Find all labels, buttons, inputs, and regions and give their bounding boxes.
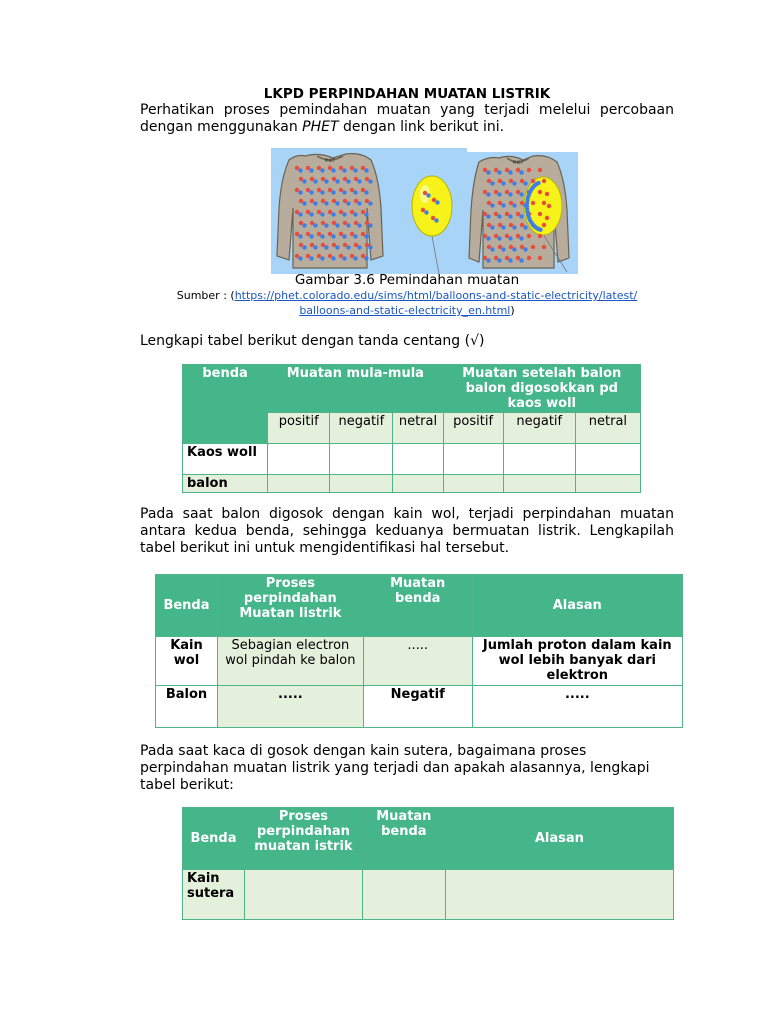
right-sweater-charge-negative <box>497 258 501 262</box>
left-sweater-charge-negative <box>357 179 361 183</box>
paragraph-2: Pada saat balon digosok dengan kain wol, terjadi perpindahan muatan antara kedua benda, sehingga keduanya bermuatan listrik. Lengkapilah tabel berikut ini untuk mengidentifikasi hal tersebut. <box>140 506 674 556</box>
right-sweater-charge-positive <box>542 245 546 249</box>
right-sweater-charge-negative <box>486 258 490 262</box>
cell-proses[interactable] <box>244 870 362 920</box>
left-sweater-charge-negative <box>357 245 361 249</box>
right-sweater-charge-positive <box>538 256 542 260</box>
left-sweater-charge-negative <box>346 179 350 183</box>
left-sweater-charge-negative <box>353 190 357 194</box>
cell[interactable] <box>268 475 330 493</box>
sub-netral-2: netral <box>575 413 640 444</box>
cell[interactable] <box>268 444 330 475</box>
charge-table <box>182 364 641 493</box>
col-benda: benda <box>183 365 268 444</box>
left-sweater-charge-negative <box>346 201 350 205</box>
left-sweater-charge-negative <box>298 234 302 238</box>
table-row <box>156 637 683 686</box>
row-label-kain-sutera: Kain sutera <box>183 870 245 920</box>
left-sweater-charge-negative <box>309 168 313 172</box>
figure-image <box>271 148 578 274</box>
left-sweater-charge-negative <box>302 223 306 227</box>
right-sweater-label: PHET <box>512 160 524 165</box>
right-sweater-charge-negative <box>486 192 490 196</box>
right-sweater-charge-negative <box>508 170 512 174</box>
header-benda: Benda <box>183 808 245 870</box>
left-sweater-charge-negative <box>368 201 372 205</box>
right-sweater-charge-positive <box>542 201 546 205</box>
header-benda: Benda <box>156 575 218 637</box>
cell-muatan[interactable] <box>362 870 445 920</box>
balloon-sweater-illustration <box>271 148 578 274</box>
right-sweater-charge-positive <box>527 234 531 238</box>
left-sweater-charge-negative <box>309 234 313 238</box>
cell-muatan[interactable]: ..... <box>363 637 472 686</box>
right-sweater-charge-positive <box>538 190 542 194</box>
cell[interactable] <box>443 475 503 493</box>
left-sweater-charge-negative <box>364 256 368 260</box>
right-sweater-charge-negative <box>512 225 516 229</box>
left-balloon-charge-negative <box>424 210 428 214</box>
right-sweater-charge-negative <box>501 225 505 229</box>
right-balloon-charge-negative <box>536 181 540 185</box>
source-link-line2[interactable]: balloons-and-static-electricity_en.html <box>299 304 511 317</box>
right-sweater-charge-positive <box>542 179 546 183</box>
right-sweater-charge-negative <box>501 181 505 185</box>
right-sweater-charge-negative <box>497 214 501 218</box>
left-sweater-charge-negative <box>364 234 368 238</box>
left-sweater-charge-negative <box>313 245 317 249</box>
cell[interactable] <box>330 444 393 475</box>
cell[interactable] <box>443 444 503 475</box>
intro-text-before: Perhatikan proses pemindahan muatan yang terjadi melelui percobaan dengan menggunakan <box>140 102 674 135</box>
left-sweater-charge-negative <box>302 245 306 249</box>
col-muatan-mula: Muatan mula-mula <box>268 365 443 413</box>
right-balloon-charge-positive <box>545 216 549 220</box>
header-proses: Proses perpindahan muatan istrik <box>244 808 362 870</box>
left-sweater-charge-negative <box>368 245 372 249</box>
left-sweater-charge-negative <box>320 234 324 238</box>
left-sweater-charge-negative <box>346 223 350 227</box>
left-sweater-charge-negative <box>324 223 328 227</box>
left-sweater-charge-negative <box>313 201 317 205</box>
right-sweater-charge-negative <box>512 247 516 251</box>
right-sweater-charge-negative <box>519 236 523 240</box>
right-sweater-charge-negative <box>497 236 501 240</box>
right-sweater-charge-negative <box>523 247 527 251</box>
right-sweater-charge-positive <box>531 245 535 249</box>
header-alasan: Alasan <box>445 808 673 870</box>
right-sweater-charge-negative <box>508 236 512 240</box>
left-sweater-charge-negative <box>331 190 335 194</box>
col-muatan-setelah: Muatan setelah balon balon digosokkan pd kaos woll <box>443 365 640 413</box>
right-balloon-charge-positive <box>547 204 551 208</box>
left-sweater-charge-negative <box>364 168 368 172</box>
sub-negatif-1: negatif <box>330 413 393 444</box>
right-sweater-charge-positive <box>527 168 531 172</box>
right-sweater-charge-positive <box>527 256 531 260</box>
left-sweater-charge-negative <box>335 201 339 205</box>
right-sweater-charge-positive <box>531 201 535 205</box>
left-sweater-charge-negative <box>320 212 324 216</box>
figure-caption: Gambar 3.6 Pemindahan muatan <box>294 272 520 288</box>
right-balloon-charge-positive <box>545 192 549 196</box>
right-sweater-charge-positive <box>538 168 542 172</box>
left-sweater-charge-negative <box>335 223 339 227</box>
right-sweater-charge-positive <box>531 179 535 183</box>
right-sweater-charge-negative <box>523 225 527 229</box>
table-row <box>183 444 641 475</box>
sub-netral-1: netral <box>393 413 443 444</box>
cell[interactable] <box>575 475 640 493</box>
left-sweater-charge-negative <box>357 201 361 205</box>
right-sweater-charge-negative <box>486 236 490 240</box>
right-sweater-charge-negative <box>490 247 494 251</box>
right-sweater-charge-negative <box>519 192 523 196</box>
right-sweater-charge-negative <box>490 203 494 207</box>
right-sweater-charge-negative <box>497 170 501 174</box>
cell-proses[interactable]: ..... <box>217 686 363 728</box>
intro-paragraph <box>140 102 674 136</box>
figure-source <box>140 288 674 318</box>
left-sweater-charge-negative <box>331 168 335 172</box>
cell[interactable] <box>503 444 575 475</box>
cell[interactable] <box>575 444 640 475</box>
header-proses: Proses perpindahan Muatan listrik <box>217 575 363 637</box>
row-label-kain-wol: Kain wol <box>156 637 218 686</box>
left-sweater-charge-negative <box>298 190 302 194</box>
cell-alasan: Jumlah proton dalam kain wol lebih banyak dari elektron <box>472 637 682 686</box>
left-sweater-charge-negative <box>324 179 328 183</box>
source-link-line1[interactable]: https://phet.colorado.edu/sims/html/balloons-and-static-electricity/latest/ <box>234 289 638 302</box>
left-sweater-charge-negative <box>331 212 335 216</box>
left-sweater-charge-negative <box>357 223 361 227</box>
right-sweater-charge-negative <box>523 181 527 185</box>
left-sweater-charge-negative <box>353 212 357 216</box>
right-sweater-charge-positive <box>538 234 542 238</box>
header-muatan: Muatan benda <box>363 575 472 637</box>
left-sweater-charge-negative <box>324 201 328 205</box>
paragraph-3: Pada saat kaca di gosok dengan kain sutera, bagaimana proses perpindahan muatan listrik yang terjadi dan apakah alasannya, lengkapi tabel berikut: <box>140 743 650 793</box>
left-sweater-charge-negative <box>309 190 313 194</box>
left-sweater-charge-negative <box>313 223 317 227</box>
left-sweater-label: PHET <box>324 158 336 163</box>
intro-text-after: dengan link berikut ini. <box>338 119 505 135</box>
right-sweater-charge-negative <box>501 247 505 251</box>
cell[interactable] <box>393 444 443 475</box>
right-sweater-charge-negative <box>519 170 523 174</box>
page-title: LKPD PERPINDAHAN MUATAN LISTRIK <box>263 86 551 102</box>
header-muatan: Muatan benda <box>362 808 445 870</box>
cell-alasan[interactable]: ..... <box>472 686 682 728</box>
left-sweater-charge-negative <box>320 190 324 194</box>
intro-phet: PHET <box>302 119 339 135</box>
row-label-kaos-woll: Kaos woll <box>183 444 268 475</box>
right-sweater-charge-negative <box>486 214 490 218</box>
sub-positif-2: positif <box>443 413 503 444</box>
right-sweater-charge-positive <box>542 223 546 227</box>
left-sweater-charge-negative <box>324 245 328 249</box>
left-sweater-charge-negative <box>364 212 368 216</box>
left-sweater-charge-negative <box>353 168 357 172</box>
left-sweater-charge-negative <box>302 201 306 205</box>
left-sweater-charge-negative <box>309 212 313 216</box>
right-sweater-charge-negative <box>501 203 505 207</box>
right-sweater-charge-negative <box>490 225 494 229</box>
wool-balloon-table <box>155 574 683 728</box>
left-sweater-charge-negative <box>342 256 346 260</box>
left-sweater-charge-negative <box>335 179 339 183</box>
left-sweater-charge-negative <box>309 256 313 260</box>
left-sweater-charge-negative <box>298 212 302 216</box>
row-label-balon: balon <box>183 475 268 493</box>
right-sweater-charge-negative <box>519 258 523 262</box>
cell[interactable] <box>503 475 575 493</box>
cell-muatan: Negatif <box>363 686 472 728</box>
right-sweater-charge-negative <box>508 258 512 262</box>
cell-alasan[interactable] <box>445 870 673 920</box>
left-sweater-charge-negative <box>364 190 368 194</box>
left-sweater-charge-negative <box>298 256 302 260</box>
sub-positif-1: positif <box>268 413 330 444</box>
left-sweater-charge-negative <box>298 168 302 172</box>
left-sweater-charge-negative <box>353 234 357 238</box>
left-balloon-charge-negative <box>426 193 430 197</box>
left-sweater-charge-negative <box>331 256 335 260</box>
right-sweater-charge-negative <box>490 181 494 185</box>
right-sweater-charge-positive <box>538 212 542 216</box>
left-sweater-charge-negative <box>335 245 339 249</box>
right-sweater-charge-negative <box>508 214 512 218</box>
source-suffix: ) <box>510 304 515 317</box>
left-sweater-charge-negative <box>302 179 306 183</box>
silk-table <box>182 807 674 920</box>
cell[interactable] <box>393 475 443 493</box>
right-sweater-charge-negative <box>508 192 512 196</box>
table-row <box>156 686 683 728</box>
cell-proses: Sebagian electron wol pindah ke balon <box>217 637 363 686</box>
cell[interactable] <box>330 475 393 493</box>
right-sweater-charge-negative <box>519 214 523 218</box>
source-prefix: Sumber : ( <box>176 289 235 302</box>
right-sweater-charge-negative <box>512 181 516 185</box>
header-alasan: Alasan <box>472 575 682 637</box>
left-balloon-charge-negative <box>434 218 438 222</box>
left-sweater-charge-negative <box>320 256 324 260</box>
left-sweater-charge-negative <box>342 234 346 238</box>
left-sweater-charge-negative <box>342 212 346 216</box>
left-sweater-charge-negative <box>353 256 357 260</box>
table-row <box>183 475 641 493</box>
left-sweater-charge-negative <box>368 223 372 227</box>
right-sweater-charge-negative <box>497 192 501 196</box>
left-sweater-charge-negative <box>342 190 346 194</box>
left-sweater-charge-negative <box>342 168 346 172</box>
left-sweater-charge-negative <box>346 245 350 249</box>
sub-negatif-2: negatif <box>503 413 575 444</box>
instruction-1: Lengkapi tabel berikut dengan tanda centang (√) <box>140 333 485 349</box>
left-sweater-charge-negative <box>320 168 324 172</box>
left-sweater-charge-negative <box>313 179 317 183</box>
left-balloon-charge-negative <box>435 200 439 204</box>
row-label-balon: Balon <box>156 686 218 728</box>
left-sweater-charge-negative <box>368 179 372 183</box>
left-sweater-charge-negative <box>331 234 335 238</box>
right-sweater-charge-negative <box>486 170 490 174</box>
table-row <box>183 870 674 920</box>
right-sweater-charge-negative <box>512 203 516 207</box>
